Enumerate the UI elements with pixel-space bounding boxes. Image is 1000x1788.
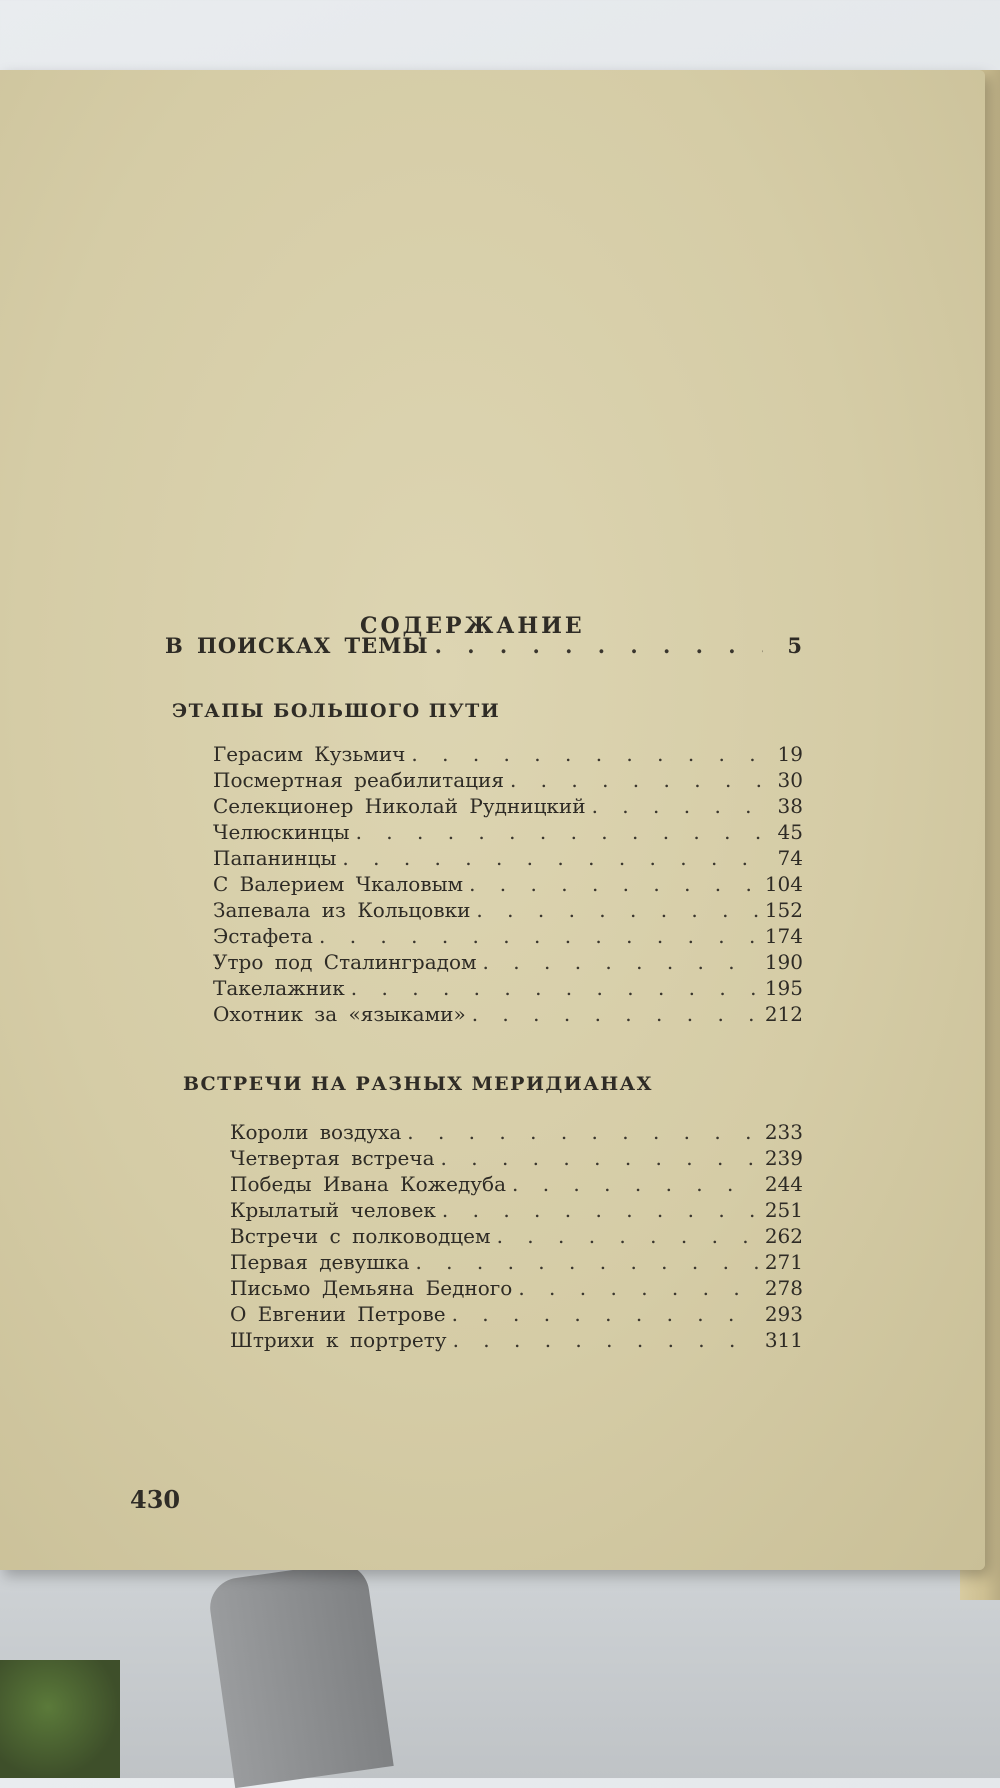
toc-entry-page: 45	[777, 820, 803, 844]
leader-dots	[518, 1276, 758, 1300]
leader-dots	[512, 1172, 759, 1196]
toc-entry-page: 251	[764, 1198, 803, 1222]
toc-entry-label: В ПОИСКАХ ТЕМЫ	[165, 633, 429, 658]
toc-entry	[213, 872, 803, 896]
leader-dots	[435, 633, 763, 658]
toc-entry-page: 195	[764, 976, 803, 1000]
leader-dots	[319, 924, 759, 948]
toc-entry-page: 5	[787, 633, 803, 658]
toc-entry-page: 278	[764, 1276, 803, 1300]
toc-entry	[230, 1172, 803, 1196]
leader-dots	[469, 872, 759, 896]
toc-entry-label: С Валерием Чкаловым	[213, 872, 464, 896]
toc-entry-label: Письмо Демьяна Бедного	[230, 1276, 513, 1300]
leader-dots	[356, 820, 763, 844]
toc-entry-label: О Евгении Петрове	[230, 1302, 446, 1326]
background-leg	[206, 1560, 393, 1788]
toc-entry	[213, 924, 803, 948]
leader-dots	[497, 1224, 759, 1248]
toc-entry-label: Встречи с полководцем	[230, 1224, 491, 1248]
toc-entry-label: Короли воздуха	[230, 1120, 402, 1144]
leader-dots	[442, 1198, 759, 1222]
toc-entry	[213, 950, 803, 974]
toc-entry	[213, 768, 803, 792]
toc-entry-label: Утро под Сталинградом	[213, 950, 477, 974]
toc-entry-page: 104	[764, 872, 803, 896]
toc-entry-label: Четвертая встреча	[230, 1146, 435, 1170]
toc-entry-label: Челюскинцы	[213, 820, 350, 844]
toc-entry-page: 190	[764, 950, 803, 974]
toc-entry	[213, 742, 803, 766]
toc-entry-page: 30	[777, 768, 803, 792]
toc-entry-label: Такелажник	[213, 976, 345, 1000]
toc-entry-label: Победы Ивана Кожедуба	[230, 1172, 506, 1196]
leader-dots	[483, 950, 759, 974]
toc-entry-page: 38	[777, 794, 803, 818]
toc-entry-label: Штрихи к портрету	[230, 1328, 447, 1352]
leader-dots	[453, 1328, 759, 1352]
leader-dots	[411, 742, 763, 766]
toc-entry-page: 311	[764, 1328, 803, 1352]
section-heading: ВСТРЕЧИ НА РАЗНЫХ МЕРИДИАНАХ	[183, 1073, 653, 1095]
toc-entry-label: Посмертная реабилитация	[213, 768, 504, 792]
book-page	[0, 70, 985, 1570]
toc-entry	[213, 820, 803, 844]
toc-entry	[230, 1302, 803, 1326]
toc-entry	[230, 1198, 803, 1222]
toc-entry-label: Герасим Кузьмич	[213, 742, 406, 766]
toc-entry	[230, 1328, 803, 1352]
toc-entry-label: Запевала из Кольцовки	[213, 898, 471, 922]
toc-entry-label: Папанинцы	[213, 846, 337, 870]
toc-entry	[213, 898, 803, 922]
toc-entry	[213, 794, 803, 818]
toc-entry	[213, 1002, 803, 1026]
toc-entry-page: 152	[764, 898, 803, 922]
toc-entry-page: 174	[764, 924, 803, 948]
background-floor	[0, 1560, 1000, 1778]
toc-entry-label: Охотник за «языками»	[213, 1002, 466, 1026]
leader-dots	[592, 794, 763, 818]
toc-entry-label: Крылатый человек	[230, 1198, 436, 1222]
toc-entry-page: 233	[764, 1120, 803, 1144]
toc-entry-label: Эстафета	[213, 924, 313, 948]
leader-dots	[476, 898, 758, 922]
background-plant	[0, 1660, 120, 1778]
leader-dots	[351, 976, 759, 1000]
toc-main-entry	[165, 633, 803, 658]
toc-entry-page: 244	[764, 1172, 803, 1196]
toc-entry-label: Селекционер Николай Рудницкий	[213, 794, 586, 818]
toc-entry	[230, 1224, 803, 1248]
toc-entry	[230, 1146, 803, 1170]
leader-dots	[415, 1250, 758, 1274]
leader-dots	[452, 1302, 759, 1326]
leader-dots	[510, 768, 763, 792]
toc-entry	[213, 846, 803, 870]
leader-dots	[441, 1146, 759, 1170]
toc-entry-page: 239	[764, 1146, 803, 1170]
leader-dots	[407, 1120, 759, 1144]
toc-entry-page: 262	[764, 1224, 803, 1248]
toc-entry-page: 293	[764, 1302, 803, 1326]
toc-entry-label: Первая девушка	[230, 1250, 410, 1274]
toc-entry-page: 74	[777, 846, 803, 870]
toc-entry	[230, 1250, 803, 1274]
leader-dots	[472, 1002, 759, 1026]
toc-entry	[230, 1120, 803, 1144]
toc-entry	[213, 976, 803, 1000]
toc-entry-page: 19	[777, 742, 803, 766]
section-heading: ЭТАПЫ БОЛЬШОГО ПУТИ	[172, 700, 501, 722]
leader-dots	[342, 846, 763, 870]
toc-entry-page: 271	[764, 1250, 803, 1274]
toc-entry	[230, 1276, 803, 1300]
page-number: 430	[130, 1485, 181, 1514]
toc-entry-page: 212	[764, 1002, 803, 1026]
toc-title: СОДЕРЖАНИЕ	[360, 613, 585, 639]
